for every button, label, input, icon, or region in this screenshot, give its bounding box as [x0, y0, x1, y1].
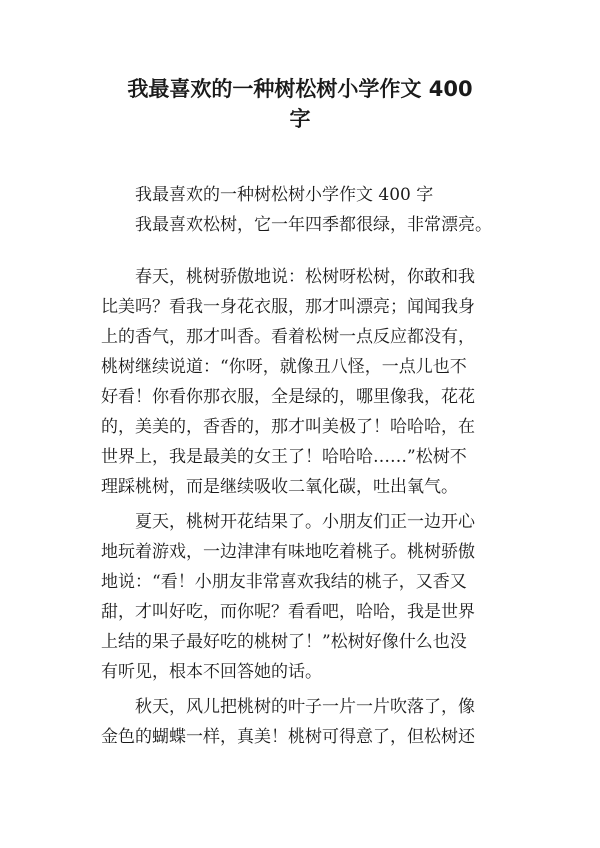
paragraph-line: 地玩着游戏，一边津津有味地吃着桃子。桃树骄傲 [101, 542, 475, 562]
paragraph-line: 世界上，我是最美的女王了！哈哈哈……”松树不 [101, 447, 467, 467]
paragraph-line: 金色的蝴蝶一样，真美！桃树可得意了，但松树还 [101, 727, 475, 747]
paragraph-line: 好看！你看你那衣服，全是绿的，哪里像我，花花 [101, 387, 475, 407]
paragraph-line: 有听见，根本不回答她的话。 [101, 662, 322, 682]
paragraph-line: 比美吗？看我一身花衣服，那才叫漂亮；闻闻我身 [101, 297, 475, 317]
document-body [101, 180, 511, 752]
paragraph-summer [101, 507, 511, 687]
paragraph-line: 桃树继续说道：“你呀，就像丑八怪，一点儿也不 [101, 357, 467, 377]
paragraph-line: 春天，桃树骄傲地说：松树呀松树，你敢和我 [135, 267, 475, 287]
document-title [90, 74, 510, 134]
paragraph-line: 甜，才叫好吃，而你呢？看看吧，哈哈，我是世界 [101, 602, 475, 622]
intro-line: 我最喜欢松树，它一年四季都很绿，非常漂亮。 [135, 215, 492, 235]
paragraph-line: 的，美美的，香香的，那才叫美极了！哈哈哈，在 [101, 417, 475, 437]
intro-line: 我最喜欢的一种树松树小学作文 400 字 [135, 185, 434, 205]
paragraph-line: 夏天，桃树开花结果了。小朋友们正一边开心 [135, 512, 475, 532]
title-line: 字 [289, 107, 311, 131]
paragraph-line: 上结的果子最好吃的桃树了！”松树好像什么也没 [101, 632, 467, 652]
paragraph-line: 地说：“看！小朋友非常喜欢我结的桃子，又香又 [101, 572, 467, 592]
paragraph-line: 理踩桃树，而是继续吸收二氧化碳，吐出氧气。 [101, 477, 458, 497]
intro-block [101, 180, 511, 240]
paragraph-autumn [101, 692, 511, 752]
title-line: 我最喜欢的一种树松树小学作文 400 [127, 77, 473, 101]
paragraph-line: 上的香气，那才叫香。看着松树一点反应都没有， [101, 327, 475, 347]
paragraph-line: 秋天，风儿把桃树的叶子一片一片吹落了，像 [135, 697, 475, 717]
paragraph-spring [101, 262, 511, 502]
